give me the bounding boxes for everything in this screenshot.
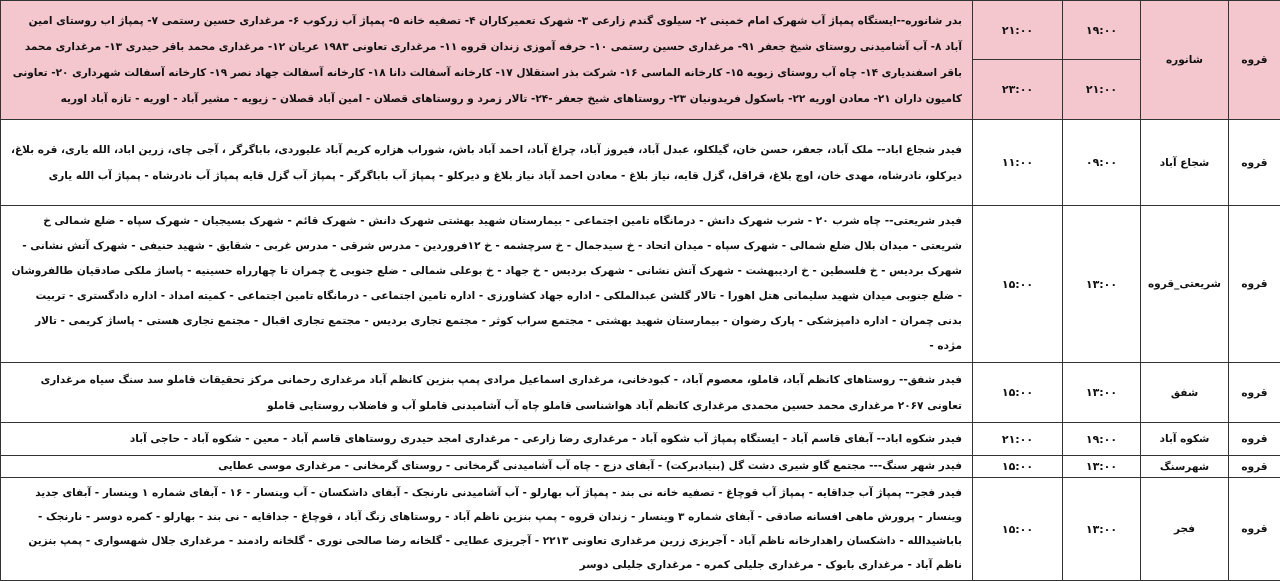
feeder-cell: شریعتی_قروه: [1141, 206, 1229, 363]
start-time: ۱۳:۰۰: [1063, 363, 1141, 423]
table-row: [1, 206, 1280, 363]
feeder-cell: شکوه آباد: [1141, 423, 1229, 456]
feeder-cell: شجاع آباد: [1141, 120, 1229, 206]
end-time: ۲۱:۰۰: [973, 1, 1062, 60]
table-row: [1, 1, 1280, 120]
region-cell: قروه: [1229, 456, 1280, 478]
start-time: ۲۱:۰۰: [1063, 60, 1140, 119]
feeder-cell: فجر: [1141, 478, 1229, 581]
table-row: [1, 478, 1280, 581]
table-row: [1, 120, 1280, 206]
end-time-cell: [973, 1, 1063, 120]
table-row: [1, 456, 1280, 478]
end-time: ۲۱:۰۰: [973, 423, 1063, 456]
start-time: ۰۹:۰۰: [1063, 120, 1141, 206]
start-time: ۱۳:۰۰: [1063, 456, 1141, 478]
end-time: ۱۵:۰۰: [973, 478, 1063, 581]
region-cell: قروه: [1229, 478, 1280, 581]
area-description: فیدر شجاع اباد-- ملک آباد، جعفر، حسن خان، گیلکلو، عبدل آباد، فیروز آباد، چراغ آباد، احمد آباد باش، شوراب هزاره کریم آباد علیوردی، باباگرگر ، آجی چای، زرین اباد، الله یاری، قره بلاغ، دیرکلو، نادرشاه، مهدی خان، اوچ بلاغ، قراقل، گزل قایه، نیاز بلاغ - معادن احمد آباد نیاز بلاغ و دیرکلو - پمپاژ آب باباگرگر - پمپاژ آب گزل قایه پمپاژ آب نادرشاه - پمپاژ آب الله یاری: [1, 120, 973, 206]
start-time: ۱۹:۰۰: [1063, 1, 1140, 60]
start-time: ۱۳:۰۰: [1063, 478, 1141, 581]
feeder-cell: شفق: [1141, 363, 1229, 423]
region-cell: قروه: [1229, 363, 1280, 423]
end-time: ۱۱:۰۰: [973, 120, 1063, 206]
feeder-cell: شانوره: [1141, 1, 1229, 120]
area-description: فیدر شریعتی-- چاه شرب ۲۰ - شرب شهرک دانش - درمانگاه تامین اجتماعی - بیمارستان شهید بهشتی شهرک دانش - شهرک قائم - شهرک بسیجیان - شهرک سپاه - ضلع شمالی خ شریعتی - میدان بلال ضلع شمالی - شهرک سپاه - میدان اتحاد - خ سیدجمال - خ سرچشمه - خ ۱۲فروردین - مدرس شرقی - مدرس غربی - شقایق - شهید حنیفی - شهرک آتش نشانی - شهرک بردیس - خ فلسطین - خ اردیبهشت - شهرک آتش نشانی - شهرک بردیس - خ جهاد - خ بوعلی شمالی - ضلع جنوبی خ چمران تا چهارراه حسینیه - پاساژ ملکی صادقیان طالفروشان - ضلع جنوبی میدان شهید سلیمانی هتل اهورا - تالار گلشن عبدالملکی - اداره جهاد کشاورزی - اداره تامین اجتماعی - درمانگاه تامین اجتماعی - کمیته امداد - اداره دادگستری - تربیت بدنی چمران - اداره دامپزشکی - پارک رضوان - بیمارستان شهید بهشتی - مجتمع سراب کوثر - مجتمع تجاری بردیس - مجتمع تجاری اقبال - مجتمع تجاری هستی - پاساژ کریمی - تالار مژده -: [1, 206, 973, 363]
area-description: فیدر فجر-- پمپاژ آب جداقایه - پمپاژ آب قوچاغ - تصفیه خانه نی بند - پمپاژ آب بهارلو - آب آشامیدنی نارنجک - آبفای داشکسان - آب وینسار - ۱۶ - آبفای شماره ۱ وینسار - آبفای جدید وینسار - پرورش ماهی افسانه صادقی - آبفای شماره ۳ وینسار - زندان قروه - پمپ بنزین ناظم آباد - روستاهای زنگ آباد ، قوچاغ - جداقایه - نی بند - بهارلو - کمره دوسر - نارنجک - باباشیدالله - داشکسان راهدارخانه ناظم آباد - آجریزی زرین مرغداری تعاونی ۲۲۱۳ - آجریزی عطایی - گلخانه رضا صالحی نوری - گلخانه رادمند - مرغداری جلال شهسواری - پمپ بنزین ناظم آباد - مرغداری بابوک - مرغداری جلیلی کمره - مرغداری جلیلی دوسر: [1, 478, 973, 581]
area-description: فیدر شکوه اباد-- آبفای قاسم آباد - ایستگاه پمپاژ آب شکوه آباد - مرغداری رضا زارعی - مرغداری امجد حیدری روستاهای قاسم آباد - معین - شکوه آباد - حاجی آباد: [1, 423, 973, 456]
start-time: ۱۳:۰۰: [1063, 206, 1141, 363]
region-cell: قروه: [1229, 206, 1280, 363]
area-description: بدر شانوره--ایستگاه پمپاژ آب شهرک امام خمینی ۲- سیلوی گندم زارعی ۳- شهرک تعمیرکاران ۴- تصفیه خانه ۵- پمپاژ آب زرکوب ۶- مرغداری حسین رستمی ۷- پمپاژ اب روستای امین آباد ۸- آب آشامیدنی روستای شیخ جعفر ۹۱- مرغداری حسین رستمی ۱۰- حرفه آموزی زندان قروه ۱۱- مرغداری تعاونی ۱۹۸۳ عریان ۱۲- مرغداری محمد باقر حیدری ۱۳- مرغداری محمد باقر اسفندیاری ۱۴- چاه آب روستای زیویه ۱۵- کارخانه الماسی ۱۶- شرکت بذر استقلال ۱۷- کارخانه آسفالت دانا ۱۸- کارخانه آسفالت جهاد نصر ۱۹- کارخانه آسفالت شهرداری ۲۰- تعاونی کامیون داران ۲۱- معادن اوریه ۲۲- باسکول فریدونیان ۲۳- روستاهای شیخ جعفر -۲۴- تالار زمرد و روستاهای قصلان - امین آباد قصلان - زیویه - مشیر آباد - اوریه - تازه آباد اوریه: [1, 1, 973, 120]
end-time: ۱۵:۰۰: [973, 363, 1063, 423]
end-time: ۱۵:۰۰: [973, 206, 1063, 363]
start-time-cell: [1063, 1, 1141, 120]
area-description: فیدر شهر سنگ--- مجتمع گاو شیری دشت گل (بنیادبرکت) - آبفای دزج - چاه آب آشامیدنی گرمخانی - روستای گرمخانی - مرغداری موسی عطایی: [1, 456, 973, 478]
end-time: ۲۳:۰۰: [973, 60, 1062, 119]
table-row: [1, 363, 1280, 423]
feeder-cell: شهرسنگ: [1141, 456, 1229, 478]
region-cell: قروه: [1229, 1, 1280, 120]
table-row: [1, 423, 1280, 456]
end-time: ۱۵:۰۰: [973, 456, 1063, 478]
region-cell: قروه: [1229, 120, 1280, 206]
region-cell: قروه: [1229, 423, 1280, 456]
area-description: فیدر شفق-- روستاهای کانظم آباد، قاملو، معصوم آباد، - کبودخانی، مرغداری اسماعیل مرادی پمپ بنزین کانظم آباد مرغداری رحمانی مرکز تحقیقات قاملو سد سنگ سیاه مرغداری تعاونی ۲۰۶۷ مرغداری محمد حسین محمدی مرغداری کانظم آباد هواشناسی قاملو چاه آب آشامیدنی قاملو آب و فاضلاب روستایی قاملو: [1, 363, 973, 423]
start-time: ۱۹:۰۰: [1063, 423, 1141, 456]
